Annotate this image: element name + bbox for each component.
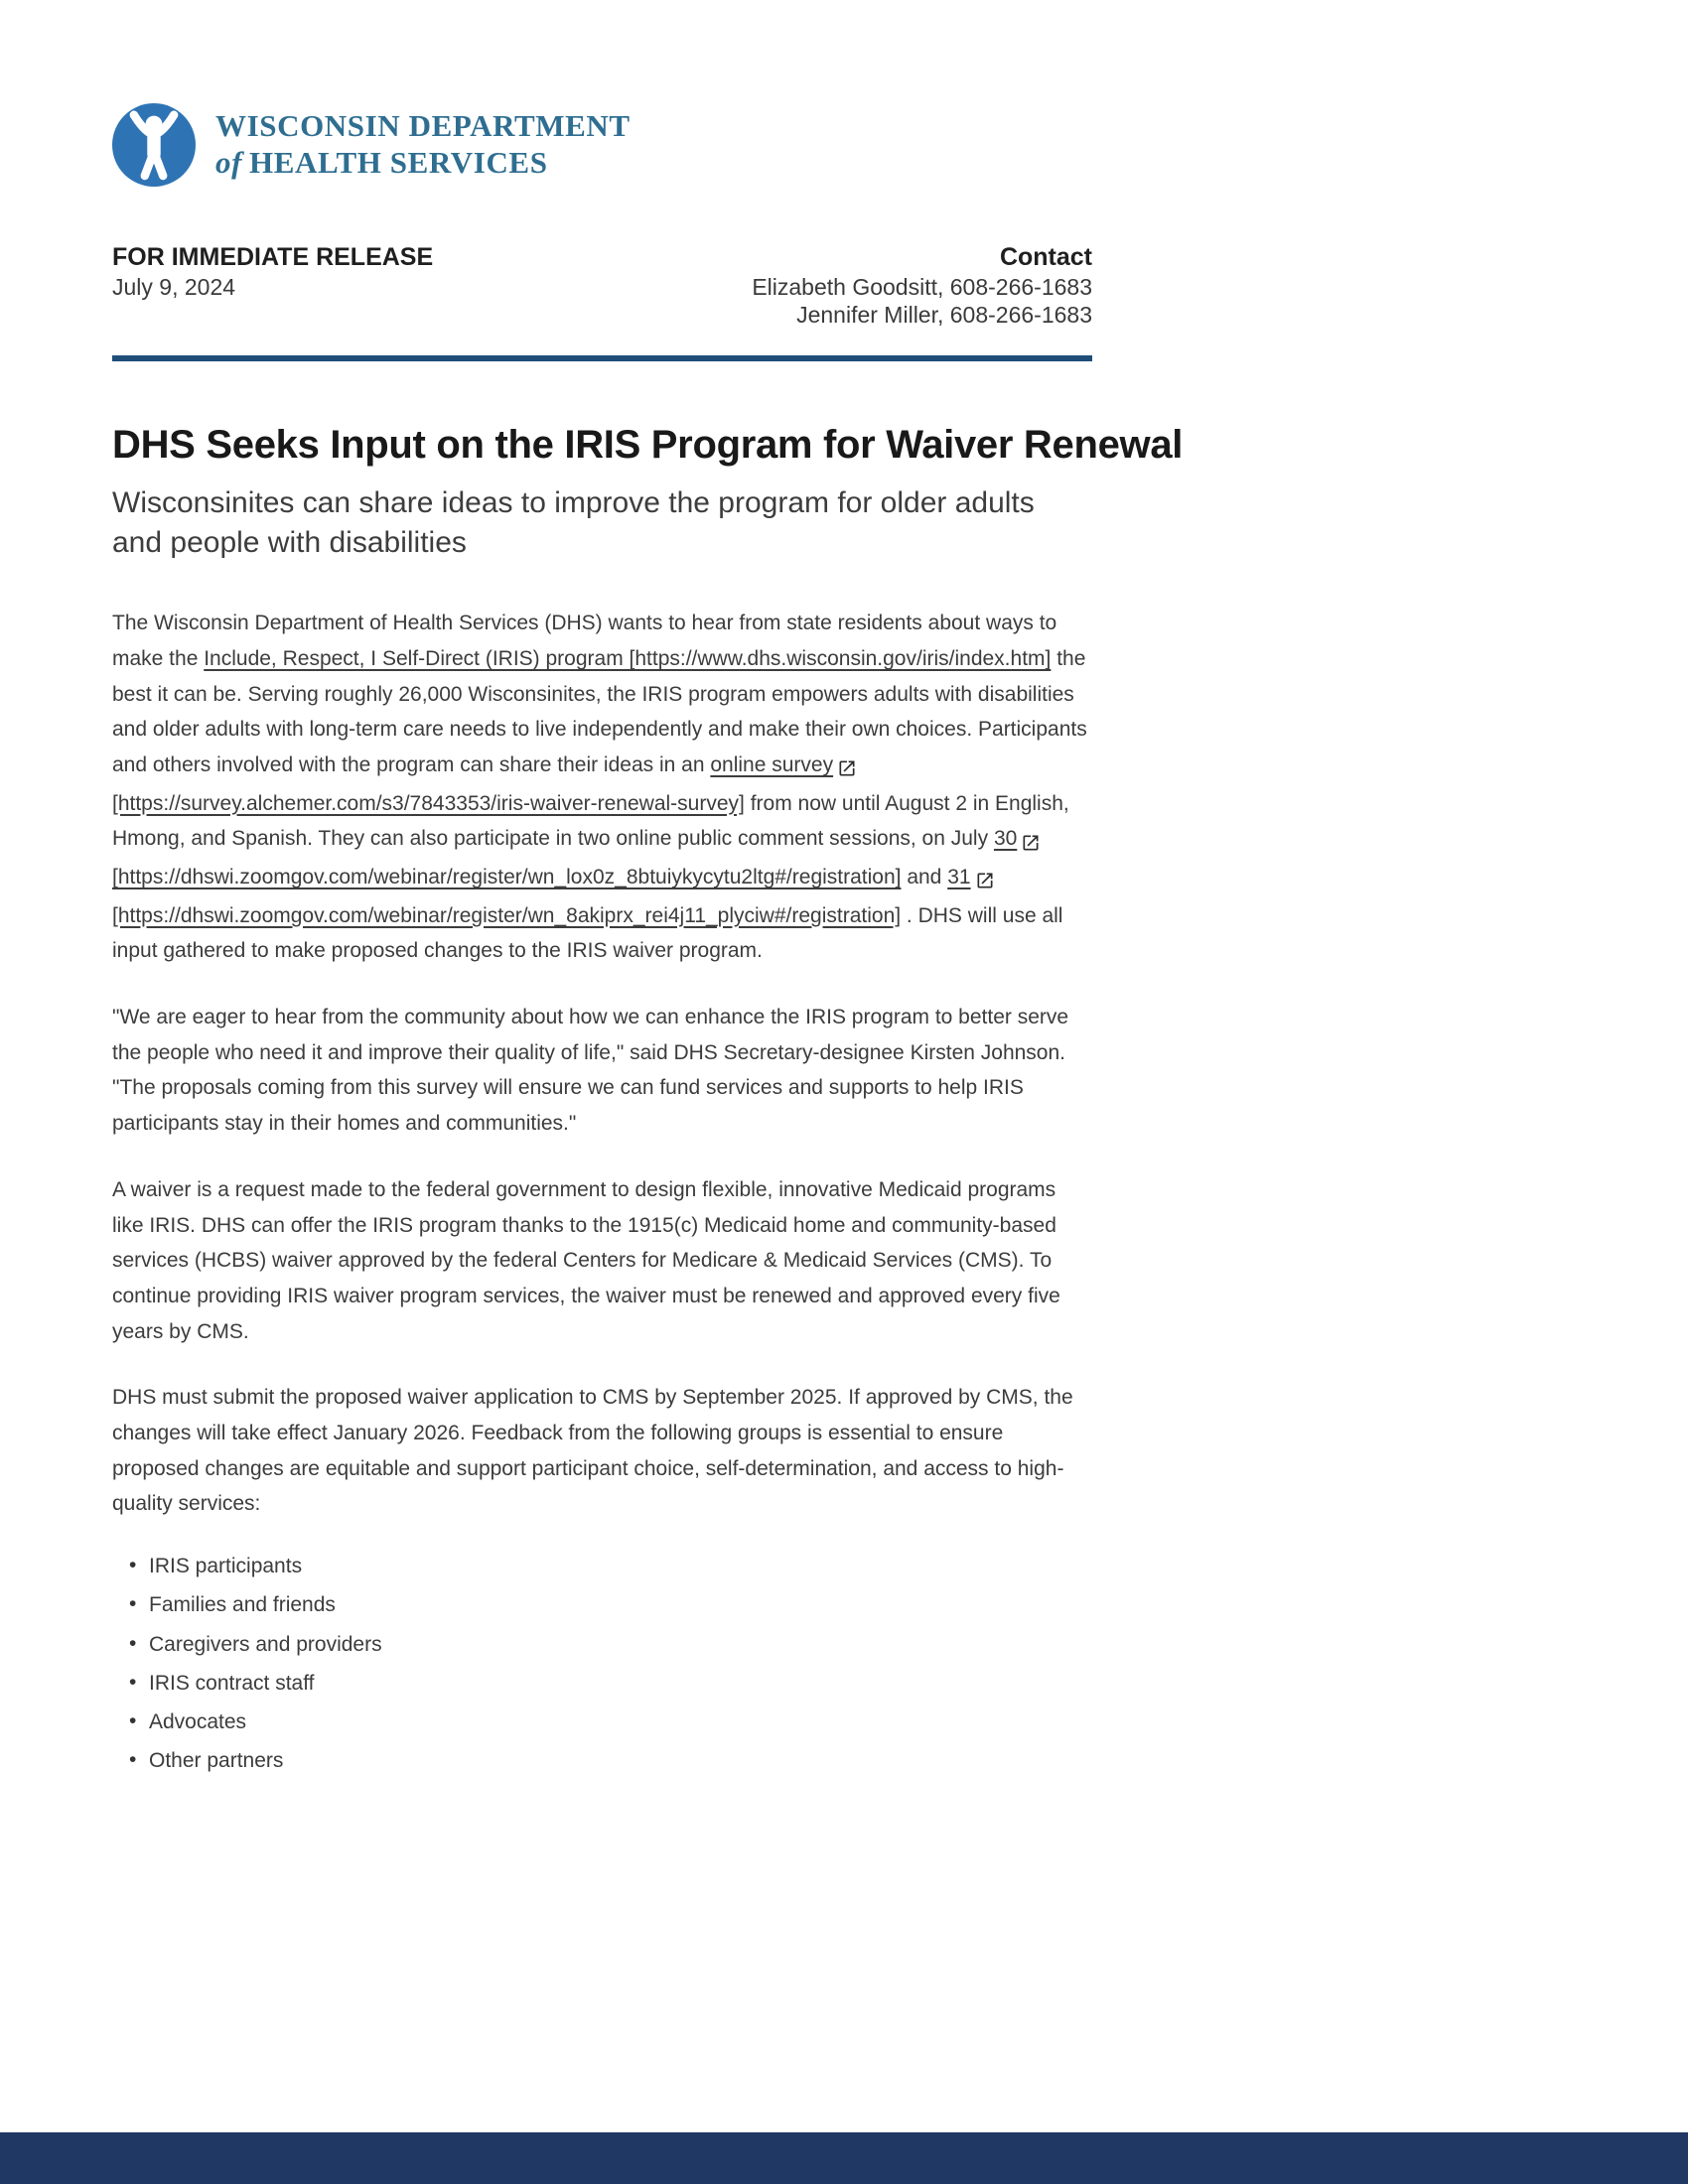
body-paragraph	[112, 1380, 1092, 1522]
contact-line: Elizabeth Goodsitt, 608-266-1683	[752, 273, 1092, 300]
text-run: and	[901, 866, 948, 888]
release-label: FOR IMMEDIATE RELEASE	[112, 243, 434, 271]
release-block	[112, 242, 433, 330]
bullet-item: • Caregivers and providers	[149, 1631, 1092, 1658]
article-title: DHS Seeks Input on the IRIS Program for Waiver Renewal	[112, 423, 1184, 467]
bullet-list	[112, 1553, 1092, 1775]
bullet-item: • Other partners	[149, 1747, 1092, 1774]
bullet-item: • IRIS contract staff	[149, 1670, 1092, 1697]
bullet-item: • Advocates	[149, 1708, 1092, 1735]
text-run: . DHS will use all input gathered to make proposed changes to the IRIS waiver program.	[112, 903, 1063, 963]
dhs-person-icon	[112, 103, 196, 187]
inline-link[interactable]: [https://dhswi.zoomgov.com/webinar/register/wn_8akiprx_rei4j11_plyciw#/registration]	[112, 903, 902, 927]
contact-line: Jennifer Miller, 608-266-1683	[796, 302, 1092, 329]
inline-link[interactable]: 31	[947, 866, 971, 888]
inline-link[interactable]: [https://dhswi.zoomgov.com/webinar/register/wn_lox0z_8btuiykycytu2ltg#/registration]	[112, 866, 902, 888]
bullet-item: • IRIS participants	[149, 1553, 1092, 1579]
org-name-line2	[215, 145, 631, 182]
external-link-icon[interactable]	[837, 751, 857, 786]
text-run: A waiver is a request made to the federal government to design flexible, innovative Medicaid programs like IRIS. DHS can offer the IRIS program thanks to the 1915(c) Medicaid home and community-based services (HCBS) waiver approved by the federal Centers for Medicare & Medicaid Services (CMS). To continue providing IRIS waiver program services, the waiver must be renewed and approved every five years by CMS.	[112, 1177, 1060, 1343]
divider-rule	[112, 355, 1092, 361]
org-name-of: of	[215, 145, 243, 180]
inline-link[interactable]: Include, Respect, I Self-Direct (IRIS) program [https://www.dhs.wisconsin.gov/iris/index.htm]	[204, 646, 1052, 670]
text-run: the best it can be. Serving roughly 26,000 Wisconsinites, the IRIS program empowers adults with disabilities and older adults with long-term care needs to live independently and make their own choices. Participants and others involved with the program can share their ideas in an	[112, 646, 1087, 776]
article-body	[112, 606, 1092, 1522]
text-run: DHS must submit the proposed waiver application to CMS by September 2025. If approved by CMS, the changes will take effect January 2026. Feedback from the following groups is essential to ensure proposed changes are equitable and support participant choice, self-determination, and access to high-quality services:	[112, 1386, 1073, 1516]
body-paragraph	[112, 1000, 1092, 1142]
article-subtitle: Wisconsinites can share ideas to improve the program for older adults and people with disabilities	[112, 486, 1035, 559]
inline-link[interactable]: [https://survey.alchemer.com/s3/7843353/iris-waiver-renewal-survey]	[112, 791, 745, 815]
dhs-logo	[112, 103, 1092, 187]
org-name-line1: WISCONSIN DEPARTMENT	[215, 108, 631, 144]
text-run: "We are eager to hear from the community about how we can enhance the IRIS program to better serve the people who need it and improve their quality of life," said DHS Secretary-designee Kirsten Johnson. "The proposals coming from this survey will ensure we can fund services and supports to help IRIS participants stay in their homes and communities."	[112, 1006, 1069, 1136]
release-info	[112, 242, 1092, 330]
release-date: July 9, 2024	[112, 273, 236, 300]
page-content	[112, 0, 1184, 1787]
external-link-icon[interactable]	[1021, 824, 1041, 860]
text-run: The Wisconsin Department of Health Services (DHS) wants to hear from state residents about ways to make the	[112, 612, 1057, 670]
contact-block	[752, 242, 1092, 330]
inline-link[interactable]: 30	[993, 827, 1018, 851]
external-link-icon[interactable]	[975, 863, 995, 898]
inline-link[interactable]: online survey	[710, 752, 834, 776]
body-paragraph	[112, 1172, 1092, 1349]
body-paragraph	[112, 606, 1092, 969]
footer-bar	[0, 2132, 1688, 2184]
bullet-item: • Families and friends	[149, 1591, 1092, 1618]
text-run: from now until August 2 in English, Hmong, and Spanish. They can also participate in two online public comment sessions, on July	[112, 791, 1069, 851]
org-name-line2-text: HEALTH SERVICES	[249, 145, 548, 180]
contact-label: Contact	[999, 243, 1092, 271]
org-name	[215, 108, 631, 181]
